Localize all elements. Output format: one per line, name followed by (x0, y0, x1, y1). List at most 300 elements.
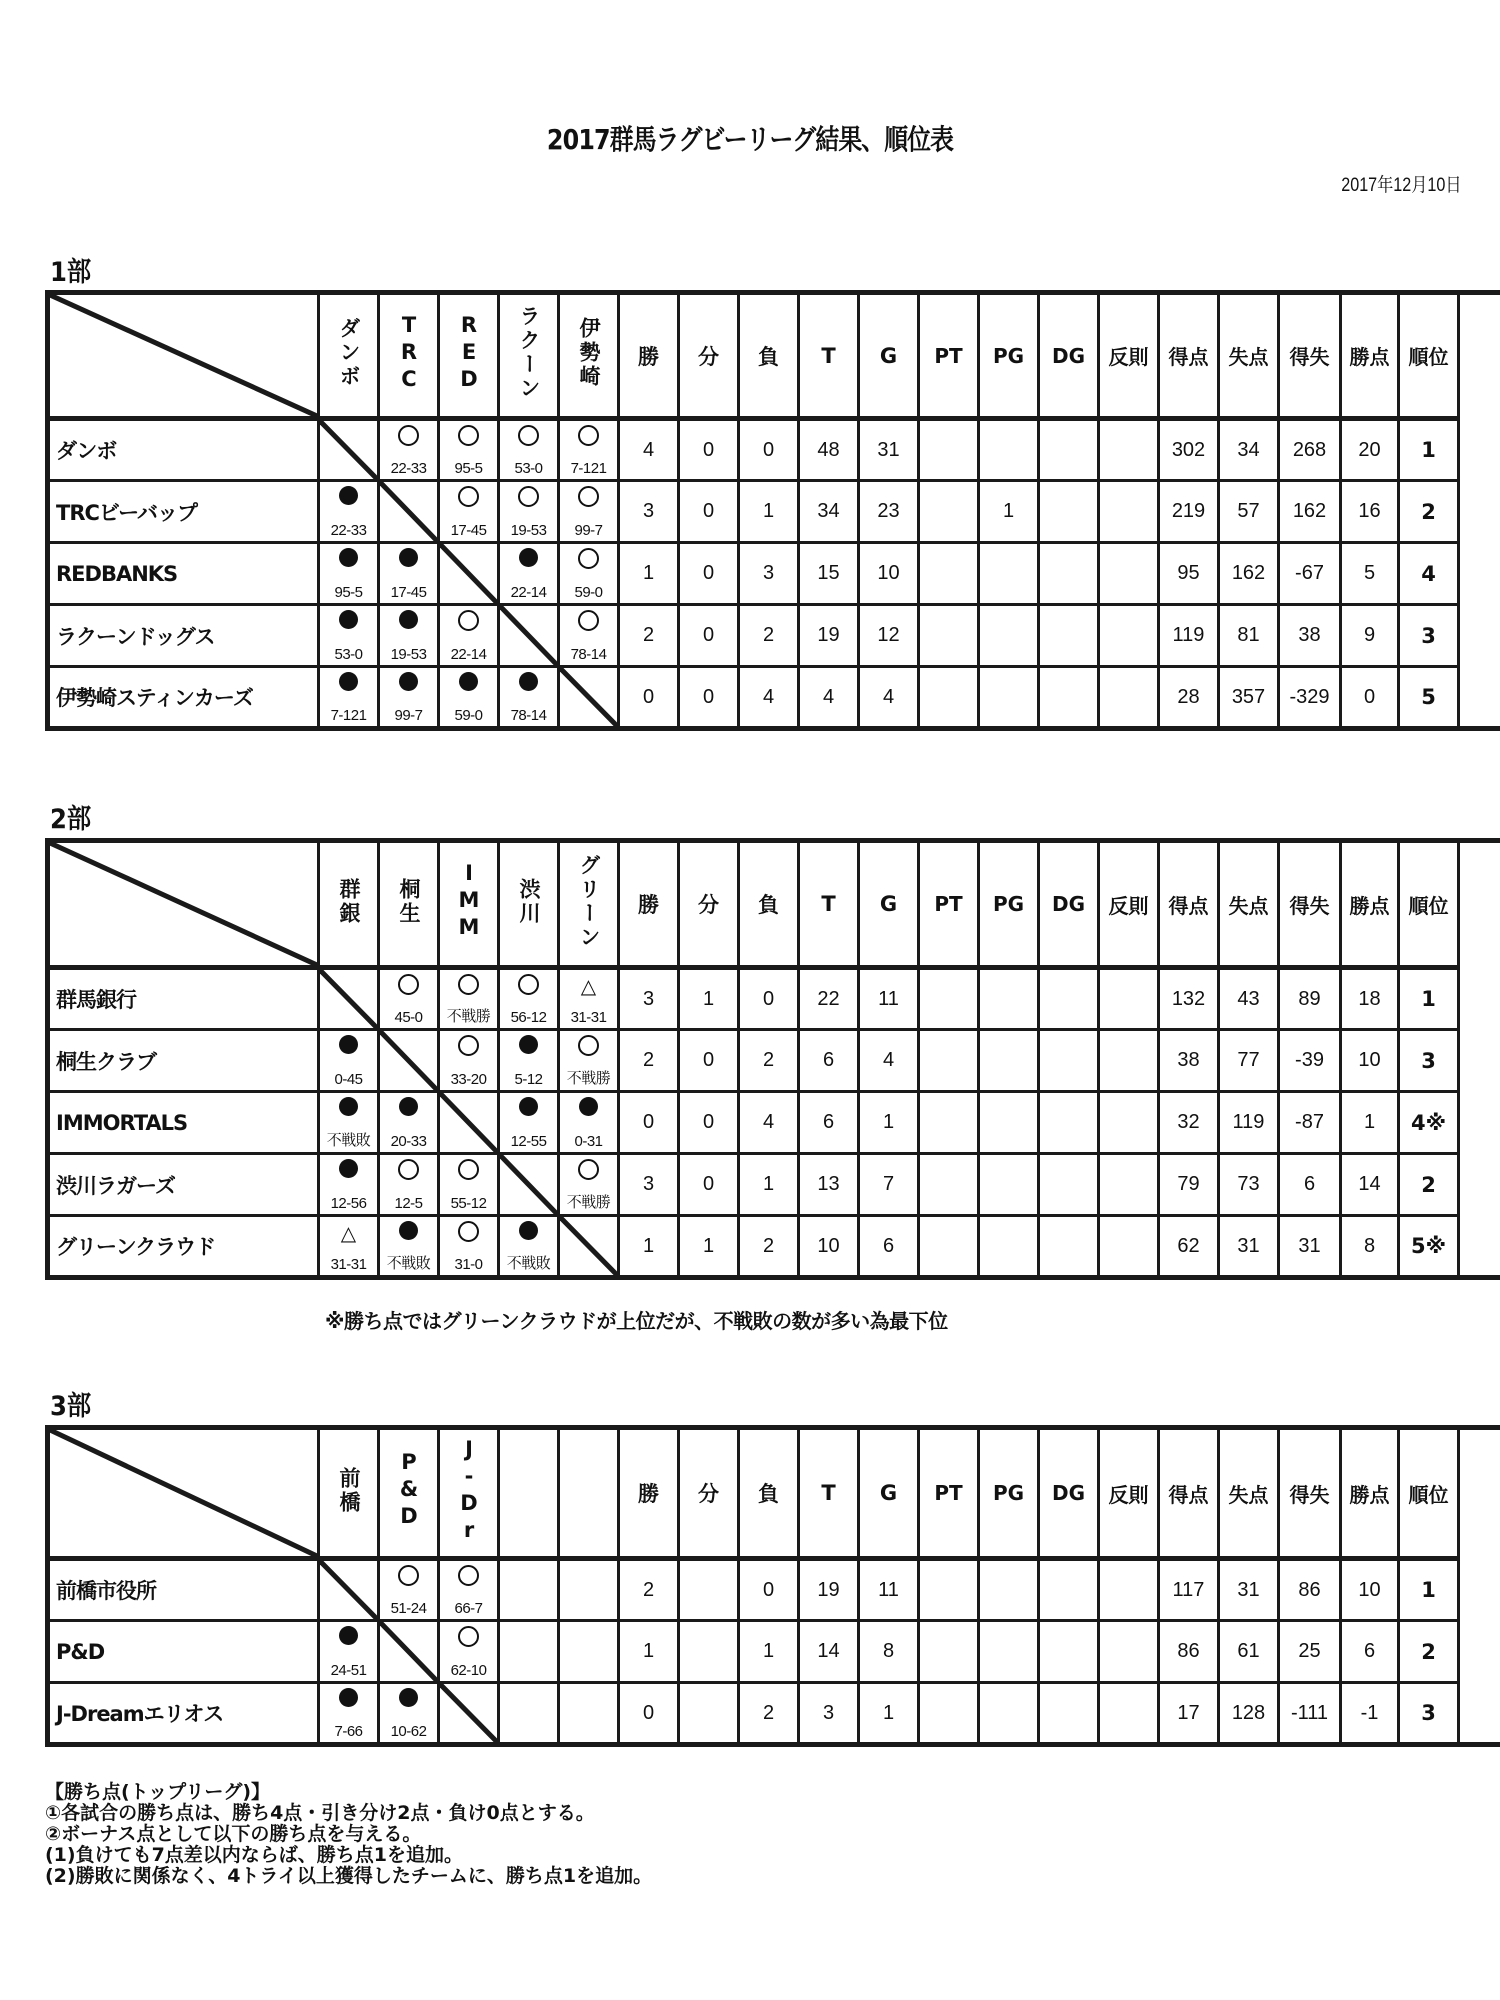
stat-value-勝: 1 (619, 1621, 679, 1683)
loss-filled-circle-icon (500, 548, 557, 573)
match-result-cell (439, 1030, 499, 1092)
stat-value-PT (919, 1154, 979, 1216)
opponent-header (379, 293, 439, 419)
match-result-cell (439, 667, 499, 729)
header-corner-diagonal (48, 841, 319, 968)
stat-value-PT (919, 419, 979, 481)
match-score: 22-14 (510, 584, 547, 601)
team-row (48, 667, 1500, 729)
match-score: 17-45 (390, 584, 427, 601)
stat-value-勝: 1 (619, 1216, 679, 1278)
stat-value-負: 1 (739, 481, 799, 543)
match-score: 66-7 (454, 1600, 483, 1617)
stat-value-失点: 34 (1219, 419, 1279, 481)
stat-value-PG (979, 1683, 1039, 1745)
rank-value: 4※ (1399, 1092, 1459, 1154)
stat-column-header: 反則 (1099, 1428, 1159, 1559)
stat-value-DG (1039, 1683, 1099, 1745)
match-result-cell (319, 1683, 379, 1745)
stat-value-得失: 162 (1279, 481, 1341, 543)
win-circle-icon (440, 974, 497, 1001)
stat-value-PT (919, 481, 979, 543)
stat-value-勝: 3 (619, 481, 679, 543)
match-result-cell (499, 667, 559, 729)
self-match-diagonal (439, 1683, 499, 1745)
loss-filled-circle-icon (380, 1221, 437, 1246)
match-score: 不戦勝 (566, 1070, 611, 1087)
match-result-cell (559, 605, 619, 667)
stat-value-G: 11 (859, 968, 919, 1030)
stat-value-G: 10 (859, 543, 919, 605)
opponent-header (319, 841, 379, 968)
loss-filled-circle-icon (320, 1097, 377, 1122)
rank-value: 3 (1399, 1683, 1459, 1745)
stat-value-得失: -329 (1279, 667, 1341, 729)
match-score: 7-66 (334, 1723, 363, 1740)
stat-column-header: G (859, 1428, 919, 1559)
stat-column-header: 順位 (1399, 293, 1459, 419)
stat-value-得失: -111 (1279, 1683, 1341, 1745)
stat-column-header: T (799, 1428, 859, 1559)
match-result-cell (559, 1559, 619, 1621)
stat-value-勝点: -1 (1341, 1683, 1399, 1745)
win-circle-icon (380, 1565, 437, 1592)
stat-value-勝点: 20 (1341, 419, 1399, 481)
match-result-cell (379, 419, 439, 481)
loss-filled-circle-icon (500, 1097, 557, 1122)
self-match-diagonal (439, 1092, 499, 1154)
division-1-label: 1部 (50, 257, 92, 288)
stat-value-G: 1 (859, 1683, 919, 1745)
stat-value-負: 0 (739, 968, 799, 1030)
match-score: 31-0 (454, 1256, 483, 1273)
opponent-header-label: 桐生 (397, 877, 421, 926)
match-score: 0-45 (334, 1071, 363, 1088)
loss-filled-circle-icon (500, 672, 557, 697)
stat-value-PT (919, 1621, 979, 1683)
stat-column-header: DG (1039, 841, 1099, 968)
opponent-header (559, 1428, 619, 1559)
stat-value-勝点: 6 (1341, 1621, 1399, 1683)
match-result-cell (379, 1154, 439, 1216)
match-result-cell (319, 1621, 379, 1683)
stat-value-得失: 6 (1279, 1154, 1341, 1216)
loss-filled-circle-icon (320, 1159, 377, 1184)
stat-value-失点: 43 (1219, 968, 1279, 1030)
stat-value-PG (979, 1030, 1039, 1092)
stat-value-反則 (1099, 1559, 1159, 1621)
stat-value-得点: 86 (1159, 1621, 1219, 1683)
stat-value-G: 8 (859, 1621, 919, 1683)
stat-column-header: 反則 (1099, 841, 1159, 968)
stat-value-T: 6 (799, 1030, 859, 1092)
match-result-cell (439, 1216, 499, 1278)
match-score: 22-33 (390, 460, 427, 477)
stat-value-分: 0 (679, 481, 739, 543)
stat-column-header: 得失 (1279, 1428, 1341, 1559)
match-score: 12-56 (330, 1195, 367, 1212)
stat-value-得点: 17 (1159, 1683, 1219, 1745)
stat-value-分 (679, 1559, 739, 1621)
win-circle-icon (500, 425, 557, 452)
page-title: 2017群馬ラグビーリーグ結果、順位表 (546, 123, 954, 156)
match-score: 45-0 (394, 1009, 423, 1026)
stat-value-DG (1039, 1154, 1099, 1216)
match-result-cell (379, 1092, 439, 1154)
stat-value-勝: 2 (619, 1559, 679, 1621)
stat-column-header: PT (919, 1428, 979, 1559)
win-circle-icon (440, 1159, 497, 1186)
team-name: J-Dreamエリオス (48, 1683, 319, 1745)
match-score: 53-0 (514, 460, 543, 477)
stat-value-失点: 128 (1219, 1683, 1279, 1745)
stat-value-反則 (1099, 1092, 1159, 1154)
opponent-header-label: グリーン (577, 853, 601, 950)
stat-value-分: 0 (679, 1030, 739, 1092)
stat-value-負: 1 (739, 1621, 799, 1683)
match-score: 22-14 (450, 646, 487, 663)
self-match-diagonal (499, 605, 559, 667)
stat-value-得点: 38 (1159, 1030, 1219, 1092)
stat-value-得点: 117 (1159, 1559, 1219, 1621)
match-result-cell (559, 543, 619, 605)
win-circle-icon (560, 425, 617, 452)
stat-value-G: 23 (859, 481, 919, 543)
match-result-cell (439, 1154, 499, 1216)
self-match-diagonal (499, 1154, 559, 1216)
stat-value-反則 (1099, 968, 1159, 1030)
stat-value-得失: -67 (1279, 543, 1341, 605)
match-score: 95-5 (334, 584, 363, 601)
stat-column-header: 分 (679, 1428, 739, 1559)
stat-value-勝: 2 (619, 605, 679, 667)
stat-column-header: 反則 (1099, 293, 1159, 419)
match-score: 55-12 (450, 1195, 487, 1212)
loss-filled-circle-icon (320, 1035, 377, 1060)
loss-filled-circle-icon (380, 1688, 437, 1713)
stat-value-G: 6 (859, 1216, 919, 1278)
stat-value-PG (979, 1154, 1039, 1216)
stat-column-header: 負 (739, 841, 799, 968)
stat-value-勝: 0 (619, 1092, 679, 1154)
match-result-cell (379, 667, 439, 729)
stat-value-T: 3 (799, 1683, 859, 1745)
stat-value-PT (919, 605, 979, 667)
stat-value-PG (979, 1559, 1039, 1621)
stat-column-header: PG (979, 1428, 1039, 1559)
match-score: 33-20 (450, 1071, 487, 1088)
self-match-diagonal (559, 1216, 619, 1278)
match-result-cell (319, 1154, 379, 1216)
stat-column-header: 失点 (1219, 293, 1279, 419)
match-result-cell (559, 968, 619, 1030)
match-result-cell (319, 605, 379, 667)
stat-value-T: 13 (799, 1154, 859, 1216)
stat-value-PG (979, 1216, 1039, 1278)
rank-value: 4 (1399, 543, 1459, 605)
opponent-header (319, 1428, 379, 1559)
rules-heading: 【勝ち点(トップリーグ)】 (45, 1781, 271, 1803)
stat-value-得失: 25 (1279, 1621, 1341, 1683)
stat-value-T: 48 (799, 419, 859, 481)
match-score: 19-53 (390, 646, 427, 663)
stat-value-PT (919, 968, 979, 1030)
match-result-cell (499, 1559, 559, 1621)
self-match-diagonal (319, 1559, 379, 1621)
opponent-header (499, 841, 559, 968)
match-score: 不戦敗 (386, 1255, 431, 1272)
team-name: 渋川ラガーズ (48, 1154, 319, 1216)
match-result-cell (499, 1683, 559, 1745)
match-score: 53-0 (334, 646, 363, 663)
match-result-cell (379, 1216, 439, 1278)
match-result-cell (499, 419, 559, 481)
match-result-cell (559, 481, 619, 543)
stat-column-header: 失点 (1219, 841, 1279, 968)
match-result-cell (319, 481, 379, 543)
match-score: 7-121 (570, 460, 607, 477)
stat-value-PG (979, 667, 1039, 729)
opponent-header (379, 1428, 439, 1559)
team-name: ダンボ (48, 419, 319, 481)
self-match-diagonal (319, 968, 379, 1030)
rank-value: 2 (1399, 481, 1459, 543)
stat-column-header: 勝点 (1341, 841, 1399, 968)
opponent-header-label: 前橋 (337, 1466, 361, 1515)
stat-value-反則 (1099, 543, 1159, 605)
stat-value-DG (1039, 481, 1099, 543)
stat-value-失点: 357 (1219, 667, 1279, 729)
opponent-header-label: RED (457, 312, 481, 394)
opponent-header (499, 1428, 559, 1559)
stat-value-分: 0 (679, 1154, 739, 1216)
rules-line: (2)勝敗に関係なく、4トライ以上獲得したチームに、勝ち点1を追加。 (45, 1865, 653, 1887)
stat-value-得失: 268 (1279, 419, 1341, 481)
stat-value-負: 1 (739, 1154, 799, 1216)
match-result-cell (499, 1030, 559, 1092)
stat-value-勝: 0 (619, 667, 679, 729)
stat-value-得失: 89 (1279, 968, 1341, 1030)
stat-value-DG (1039, 1030, 1099, 1092)
stat-value-失点: 119 (1219, 1092, 1279, 1154)
stat-value-負: 2 (739, 605, 799, 667)
opponent-header-label: 渋川 (517, 877, 541, 926)
win-circle-icon (380, 1159, 437, 1186)
match-result-cell (499, 1092, 559, 1154)
match-result-cell (379, 968, 439, 1030)
team-name: P&D (48, 1621, 319, 1683)
stat-value-PG (979, 605, 1039, 667)
rank-value: 1 (1399, 968, 1459, 1030)
match-result-cell (559, 1154, 619, 1216)
loss-filled-circle-icon (320, 1626, 377, 1651)
match-result-cell (499, 543, 559, 605)
stat-value-勝: 1 (619, 543, 679, 605)
loss-filled-circle-icon (320, 1688, 377, 1713)
team-name: 群馬銀行 (48, 968, 319, 1030)
match-score: 5-12 (514, 1071, 543, 1088)
stat-value-T: 19 (799, 1559, 859, 1621)
loss-filled-circle-icon (560, 1097, 617, 1122)
document-date: 2017年12月10日 (1341, 175, 1462, 196)
match-result-cell (499, 481, 559, 543)
stat-value-得点: 132 (1159, 968, 1219, 1030)
stat-value-分: 1 (679, 1216, 739, 1278)
stat-value-DG (1039, 1092, 1099, 1154)
stat-value-得点: 28 (1159, 667, 1219, 729)
team-name: グリーンクラウド (48, 1216, 319, 1278)
match-score: 62-10 (450, 1662, 487, 1679)
stat-value-得点: 79 (1159, 1154, 1219, 1216)
stat-column-header: 勝 (619, 293, 679, 419)
stat-value-PT (919, 1092, 979, 1154)
self-match-diagonal (439, 543, 499, 605)
win-circle-icon (440, 1035, 497, 1062)
stat-value-失点: 77 (1219, 1030, 1279, 1092)
match-result-cell (319, 1216, 379, 1278)
stat-value-得失: -87 (1279, 1092, 1341, 1154)
stat-value-失点: 162 (1219, 543, 1279, 605)
match-result-cell (319, 667, 379, 729)
division-3-label: 3部 (50, 1391, 92, 1422)
team-row (48, 1621, 1500, 1683)
header-corner-diagonal (48, 1428, 319, 1559)
team-name: IMMORTALS (48, 1092, 319, 1154)
rank-value: 1 (1399, 1559, 1459, 1621)
stat-value-勝点: 1 (1341, 1092, 1399, 1154)
match-result-cell (439, 481, 499, 543)
stat-column-header: 順位 (1399, 1428, 1459, 1559)
stat-value-分: 0 (679, 543, 739, 605)
match-score: 59-0 (574, 584, 603, 601)
stat-value-勝点: 10 (1341, 1030, 1399, 1092)
stat-value-T: 22 (799, 968, 859, 1030)
opponent-header (439, 293, 499, 419)
match-score: 19-53 (510, 522, 547, 539)
stat-value-PG (979, 1621, 1039, 1683)
match-result-cell (319, 1030, 379, 1092)
win-circle-icon (500, 974, 557, 1001)
stat-value-PT (919, 1683, 979, 1745)
opponent-header (499, 293, 559, 419)
stat-value-得点: 302 (1159, 419, 1219, 481)
team-name: TRCビーバップ (48, 481, 319, 543)
stat-value-PT (919, 543, 979, 605)
stat-value-反則 (1099, 1030, 1159, 1092)
opponent-header (439, 1428, 499, 1559)
win-circle-icon (380, 425, 437, 452)
stat-column-header: 得点 (1159, 1428, 1219, 1559)
stat-value-PG: 1 (979, 481, 1039, 543)
match-score: 99-7 (574, 522, 603, 539)
team-name: REDBANKS (48, 543, 319, 605)
stat-value-負: 2 (739, 1030, 799, 1092)
team-row (48, 605, 1500, 667)
stat-value-得点: 95 (1159, 543, 1219, 605)
match-result-cell (499, 1216, 559, 1278)
match-result-cell (379, 543, 439, 605)
stat-value-DG (1039, 419, 1099, 481)
stat-column-header: 負 (739, 293, 799, 419)
stat-column-header: G (859, 293, 919, 419)
stat-value-PG (979, 968, 1039, 1030)
draw-triangle-icon (560, 974, 617, 999)
match-score: 78-14 (510, 707, 547, 724)
stat-value-T: 15 (799, 543, 859, 605)
win-circle-icon (440, 1626, 497, 1653)
stat-column-header: PT (919, 293, 979, 419)
stat-value-失点: 61 (1219, 1621, 1279, 1683)
stat-value-反則 (1099, 1621, 1159, 1683)
stat-value-T: 6 (799, 1092, 859, 1154)
stat-value-PT (919, 1030, 979, 1092)
match-result-cell (319, 1092, 379, 1154)
stat-value-反則 (1099, 1154, 1159, 1216)
rank-value: 3 (1399, 1030, 1459, 1092)
self-match-diagonal (379, 1030, 439, 1092)
rules-line: (1)負けても7点差以内ならば、勝ち点1を追加。 (45, 1844, 464, 1866)
stat-value-失点: 57 (1219, 481, 1279, 543)
points-rules (45, 1782, 652, 1887)
rules-line: ②ボーナス点として以下の勝ち点を与える。 (45, 1823, 422, 1845)
stat-value-G: 4 (859, 667, 919, 729)
stat-value-得点: 219 (1159, 481, 1219, 543)
stat-column-header: G (859, 841, 919, 968)
stat-value-DG (1039, 605, 1099, 667)
rank-value: 3 (1399, 605, 1459, 667)
stat-value-PG (979, 419, 1039, 481)
stat-value-分: 1 (679, 968, 739, 1030)
team-name: 桐生クラブ (48, 1030, 319, 1092)
win-circle-icon (440, 425, 497, 452)
stat-value-反則 (1099, 1683, 1159, 1745)
stat-column-header: 勝点 (1341, 1428, 1399, 1559)
match-result-cell (379, 1559, 439, 1621)
stat-value-得点: 119 (1159, 605, 1219, 667)
stat-column-header: 分 (679, 841, 739, 968)
team-name: 伊勢崎スティンカーズ (48, 667, 319, 729)
match-score: 22-33 (330, 522, 367, 539)
match-score: 7-121 (330, 707, 367, 724)
match-score: 78-14 (570, 646, 607, 663)
win-circle-icon (560, 486, 617, 513)
win-circle-icon (440, 1565, 497, 1592)
loss-filled-circle-icon (500, 1221, 557, 1246)
win-circle-icon (560, 1035, 617, 1062)
match-score: 12-55 (510, 1133, 547, 1150)
stat-value-負: 4 (739, 667, 799, 729)
match-result-cell (499, 968, 559, 1030)
self-match-diagonal (559, 667, 619, 729)
match-result-cell (559, 1030, 619, 1092)
rank-value: 5 (1399, 667, 1459, 729)
match-result-cell (559, 1683, 619, 1745)
stat-column-header: T (799, 841, 859, 968)
match-score: 0-31 (574, 1133, 603, 1150)
match-score: 59-0 (454, 707, 483, 724)
opponent-header (379, 841, 439, 968)
stat-value-勝: 3 (619, 968, 679, 1030)
win-circle-icon (500, 486, 557, 513)
win-circle-icon (440, 610, 497, 637)
match-score: 17-45 (450, 522, 487, 539)
opponent-header (559, 293, 619, 419)
loss-filled-circle-icon (440, 672, 497, 697)
stat-value-DG (1039, 543, 1099, 605)
match-result-cell (559, 1621, 619, 1683)
stat-column-header: DG (1039, 293, 1099, 419)
stat-value-分: 0 (679, 419, 739, 481)
